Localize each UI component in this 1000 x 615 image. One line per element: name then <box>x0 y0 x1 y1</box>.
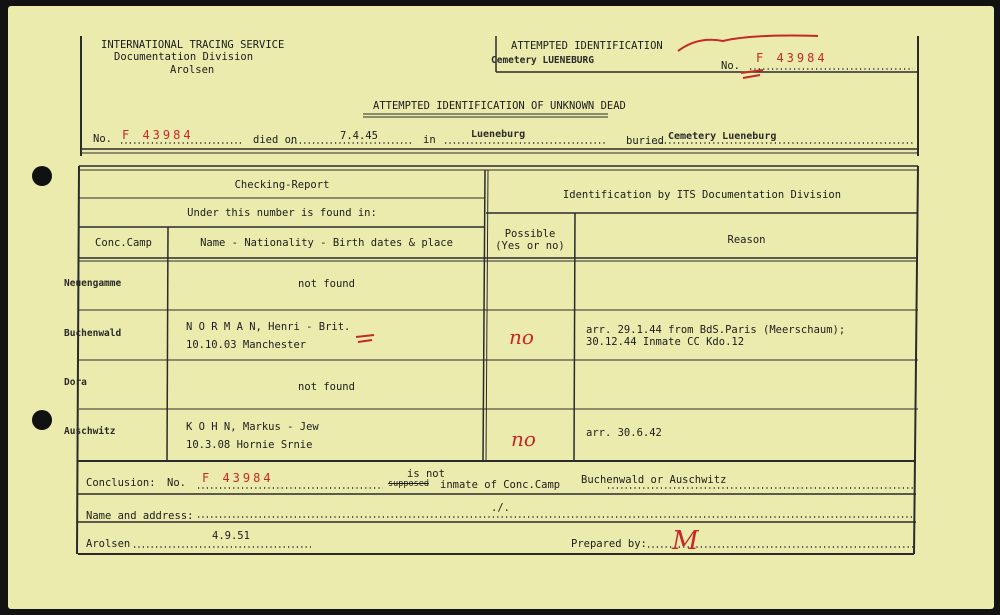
table-row-reason: arr. 30.6.42 <box>586 427 662 439</box>
death-place: Lueneburg <box>471 129 526 140</box>
org-name: INTERNATIONAL TRACING SERVICE <box>101 39 285 51</box>
conclusion-struck-word: supposed <box>388 479 429 489</box>
name-column-header: Name - Nationality - Birth dates & place <box>200 237 453 249</box>
name-address-value: ./. <box>491 502 510 514</box>
document-card <box>8 6 994 609</box>
in-label: in <box>423 134 436 146</box>
table-row-camp: Auschwitz <box>64 426 116 437</box>
table-row-possible: no <box>511 427 536 451</box>
table-row-reason: 30.12.44 Inmate CC Kdo.12 <box>586 336 745 348</box>
form-title: ATTEMPTED IDENTIFICATION <box>511 40 663 52</box>
conclusion-camps: Buchenwald or Auschwitz <box>581 474 727 486</box>
table-row-camp: Buchenwald <box>64 328 122 339</box>
table-row-camp: Dora <box>64 377 87 388</box>
burial-place: Cemetery Lueneburg <box>668 131 777 142</box>
buried-label: buried <box>626 135 664 147</box>
table-row-name: not found <box>298 381 355 393</box>
table-row-possible: no <box>509 325 534 349</box>
died-value: 7.4.45 <box>340 130 378 142</box>
conclusion-no-label: No. <box>167 477 186 489</box>
table-row-camp: Neuengamme <box>64 278 122 289</box>
header-no-label: No. <box>721 60 740 72</box>
header-no-value: F 43984 <box>756 51 828 65</box>
table-row-name: N O R M A N, Henri - Brit. <box>186 321 351 333</box>
org-division: Documentation Division <box>114 51 254 63</box>
conclusion-is-not: is not <box>407 468 445 480</box>
table-row-name: K O H N, Markus - Jew <box>186 421 319 433</box>
possible-column-subheader: (Yes or no) <box>495 240 565 252</box>
prepared-by-label: Prepared by: <box>571 538 647 550</box>
possible-column-header: Possible <box>504 228 556 240</box>
footer-place: Arolsen <box>86 538 131 550</box>
footer-date: 4.9.51 <box>212 530 250 542</box>
conclusion-label: Conclusion: <box>86 477 156 489</box>
camp-column-header: Conc.Camp <box>95 237 152 249</box>
cemetery-stamp: Cemetery LUENEBURG <box>491 55 594 66</box>
identification-header: Identification by ITS Documentation Division <box>562 189 842 201</box>
table-row-birth: 10.10.03 Manchester <box>186 339 307 351</box>
name-address-label: Name and address: <box>86 510 194 522</box>
table-row-reason: arr. 29.1.44 from BdS.Paris (Meerschaum); <box>586 324 846 336</box>
conclusion-inmate-text: inmate of Conc.Camp <box>440 479 561 491</box>
found-in-header: Under this number is found in: <box>187 207 377 219</box>
record-no-label: No. <box>93 133 112 145</box>
prepared-by-signature: M <box>672 526 699 556</box>
reason-column-header: Reason <box>727 234 766 246</box>
table-row-name: not found <box>298 278 355 290</box>
record-no-value: F 43984 <box>122 128 194 142</box>
document-title: ATTEMPTED IDENTIFICATION OF UNKNOWN DEAD <box>373 100 626 112</box>
table-row-birth: 10.3.08 Hornie Srnie <box>186 439 313 451</box>
died-label: died on <box>253 134 298 146</box>
conclusion-no-value: F 43984 <box>202 471 274 485</box>
checking-report-header: Checking-Report <box>234 179 330 191</box>
org-city: Arolsen <box>170 64 215 76</box>
